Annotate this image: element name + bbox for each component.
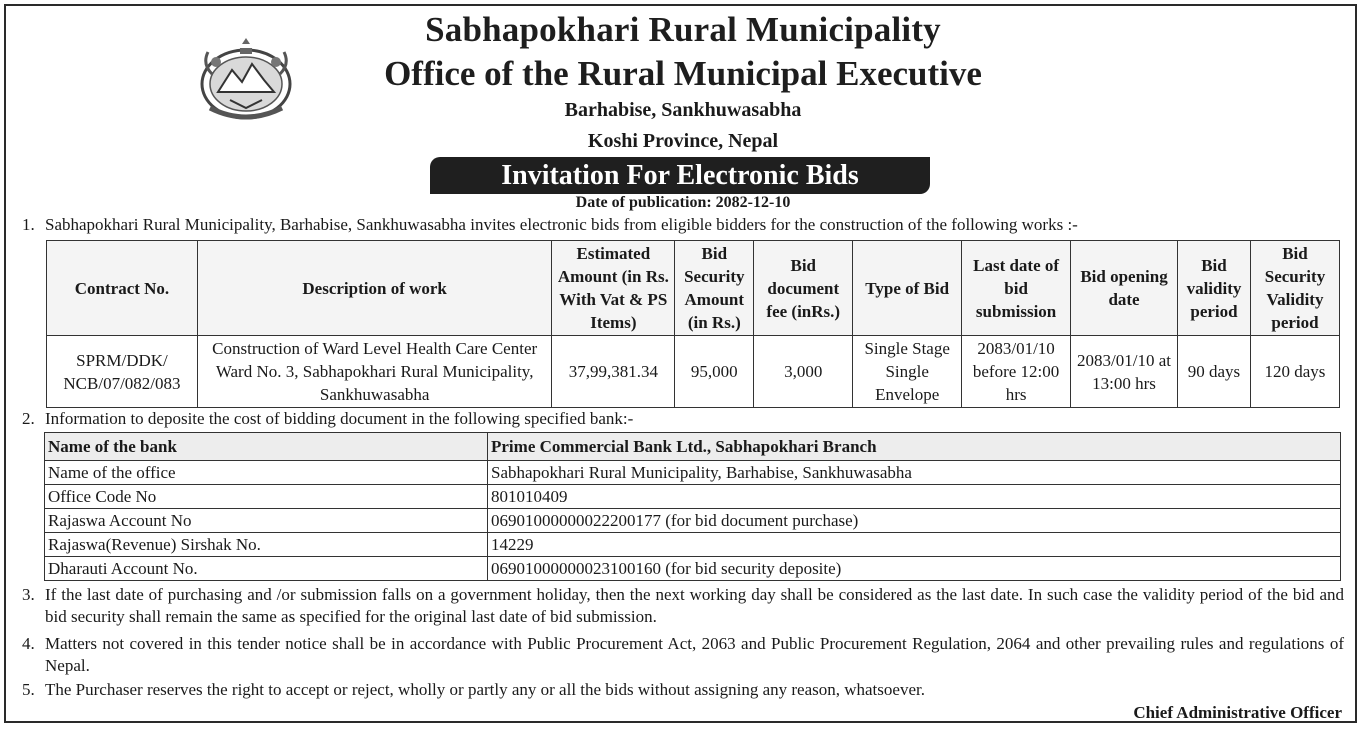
publication-date: Date of publication: 2082-12-10	[575, 194, 791, 211]
cell-last-date: 2083/01/10 before 12:00 hrs	[962, 336, 1071, 408]
cell-validity-period: 90 days	[1178, 336, 1251, 408]
header-security-validity: Bid Security Validity period	[1250, 241, 1339, 336]
province-line: Koshi Province, Nepal	[587, 130, 779, 152]
cell-type-of-bid: Single Stage Single Envelope	[853, 336, 962, 408]
item-number: 2.	[22, 409, 35, 428]
cell-contract-no: SPRM/DDK/ NCB/07/082/083	[47, 336, 198, 408]
item-number: 4.	[22, 634, 35, 653]
cell-opening-date: 2083/01/10 at 13:00 hrs	[1071, 336, 1178, 408]
bid-table-header-row	[47, 241, 1340, 336]
item-number: 5.	[22, 680, 35, 699]
location-line: Barhabise, Sankhuwasabha	[564, 99, 802, 121]
bank-table-header-row	[45, 433, 1341, 461]
header-validity-period: Bid validity period	[1178, 241, 1251, 336]
table-row	[45, 533, 1341, 557]
item-text: If the last date of purchasing and /or submission falls on a government holiday, then the next working day shall be considered as the last date. In such case the validity period of the bid and bid security shall remain the same as specified for the original last date of bid submission.	[45, 585, 1344, 626]
bank-value: 06901000000022200177 (for bid document purchase)	[488, 509, 1341, 533]
item-number: 3.	[22, 585, 35, 604]
item-text: Matters not covered in this tender notice shall be in accordance with Public Procurement Act, 2063 and Public Procurement Regulation, 2064 and other prevailing rules and regulations of Nepal.	[45, 634, 1344, 675]
municipality-title: Sabhapokhari Rural Municipality	[425, 10, 941, 49]
header-type-of-bid: Type of Bid	[853, 241, 962, 336]
invitation-banner: Invitation For Electronic Bids	[430, 157, 930, 194]
cell-description: Construction of Ward Level Health Care Center Ward No. 3, Sabhapokhari Rural Municipality, Sankhuwasabha	[197, 336, 551, 408]
bank-value: Prime Commercial Bank Ltd., Sabhapokhari Branch	[488, 433, 1341, 461]
bank-value: 14229	[488, 533, 1341, 557]
cell-bid-document-fee: 3,000	[754, 336, 853, 408]
item-text: Sabhapokhari Rural Municipality, Barhabise, Sankhuwasabha invites electronic bids from eligible bidders for the construction of the following works :-	[45, 215, 1078, 234]
office-title: Office of the Rural Municipal Executive	[384, 54, 982, 93]
bank-label: Name of the office	[45, 461, 488, 485]
header-last-date: Last date of bid submission	[962, 241, 1071, 336]
item-number: 1.	[22, 215, 35, 234]
header-contract-no: Contract No.	[47, 241, 198, 336]
table-row	[45, 461, 1341, 485]
header-opening-date: Bid opening date	[1071, 241, 1178, 336]
bank-label: Dharauti Account No.	[45, 557, 488, 581]
table-row	[47, 336, 1340, 408]
header-description: Description of work	[197, 241, 551, 336]
bank-label: Name of the bank	[45, 433, 488, 461]
cell-estimated-amount: 37,99,381.34	[552, 336, 675, 408]
table-row	[45, 485, 1341, 509]
cell-bid-security-amount: 95,000	[675, 336, 754, 408]
bank-value: Sabhapokhari Rural Municipality, Barhabise, Sankhuwasabha	[488, 461, 1341, 485]
item-text: The Purchaser reserves the right to accept or reject, wholly or partly any or all the bids without assigning any reason, whatsoever.	[45, 680, 925, 699]
bank-label: Office Code No	[45, 485, 488, 509]
item-text: Information to deposite the cost of bidding document in the following specified bank:-	[45, 409, 634, 428]
header-bid-security-amount: Bid Security Amount (in Rs.)	[675, 241, 754, 336]
bank-table	[44, 432, 1341, 581]
header-bid-document-fee: Bid document fee (inRs.)	[754, 241, 853, 336]
bank-value: 801010409	[488, 485, 1341, 509]
bid-table	[46, 240, 1340, 408]
bank-label: Rajaswa Account No	[45, 509, 488, 533]
header-estimated-amount: Estimated Amount (in Rs. With Vat & PS Items)	[552, 241, 675, 336]
table-row	[45, 509, 1341, 533]
bank-label: Rajaswa(Revenue) Sirshak No.	[45, 533, 488, 557]
bank-value: 06901000000023100160 (for bid security deposite)	[488, 557, 1341, 581]
table-row	[45, 557, 1341, 581]
cell-security-validity: 120 days	[1250, 336, 1339, 408]
signoff: Chief Administrative Officer	[1133, 703, 1342, 722]
